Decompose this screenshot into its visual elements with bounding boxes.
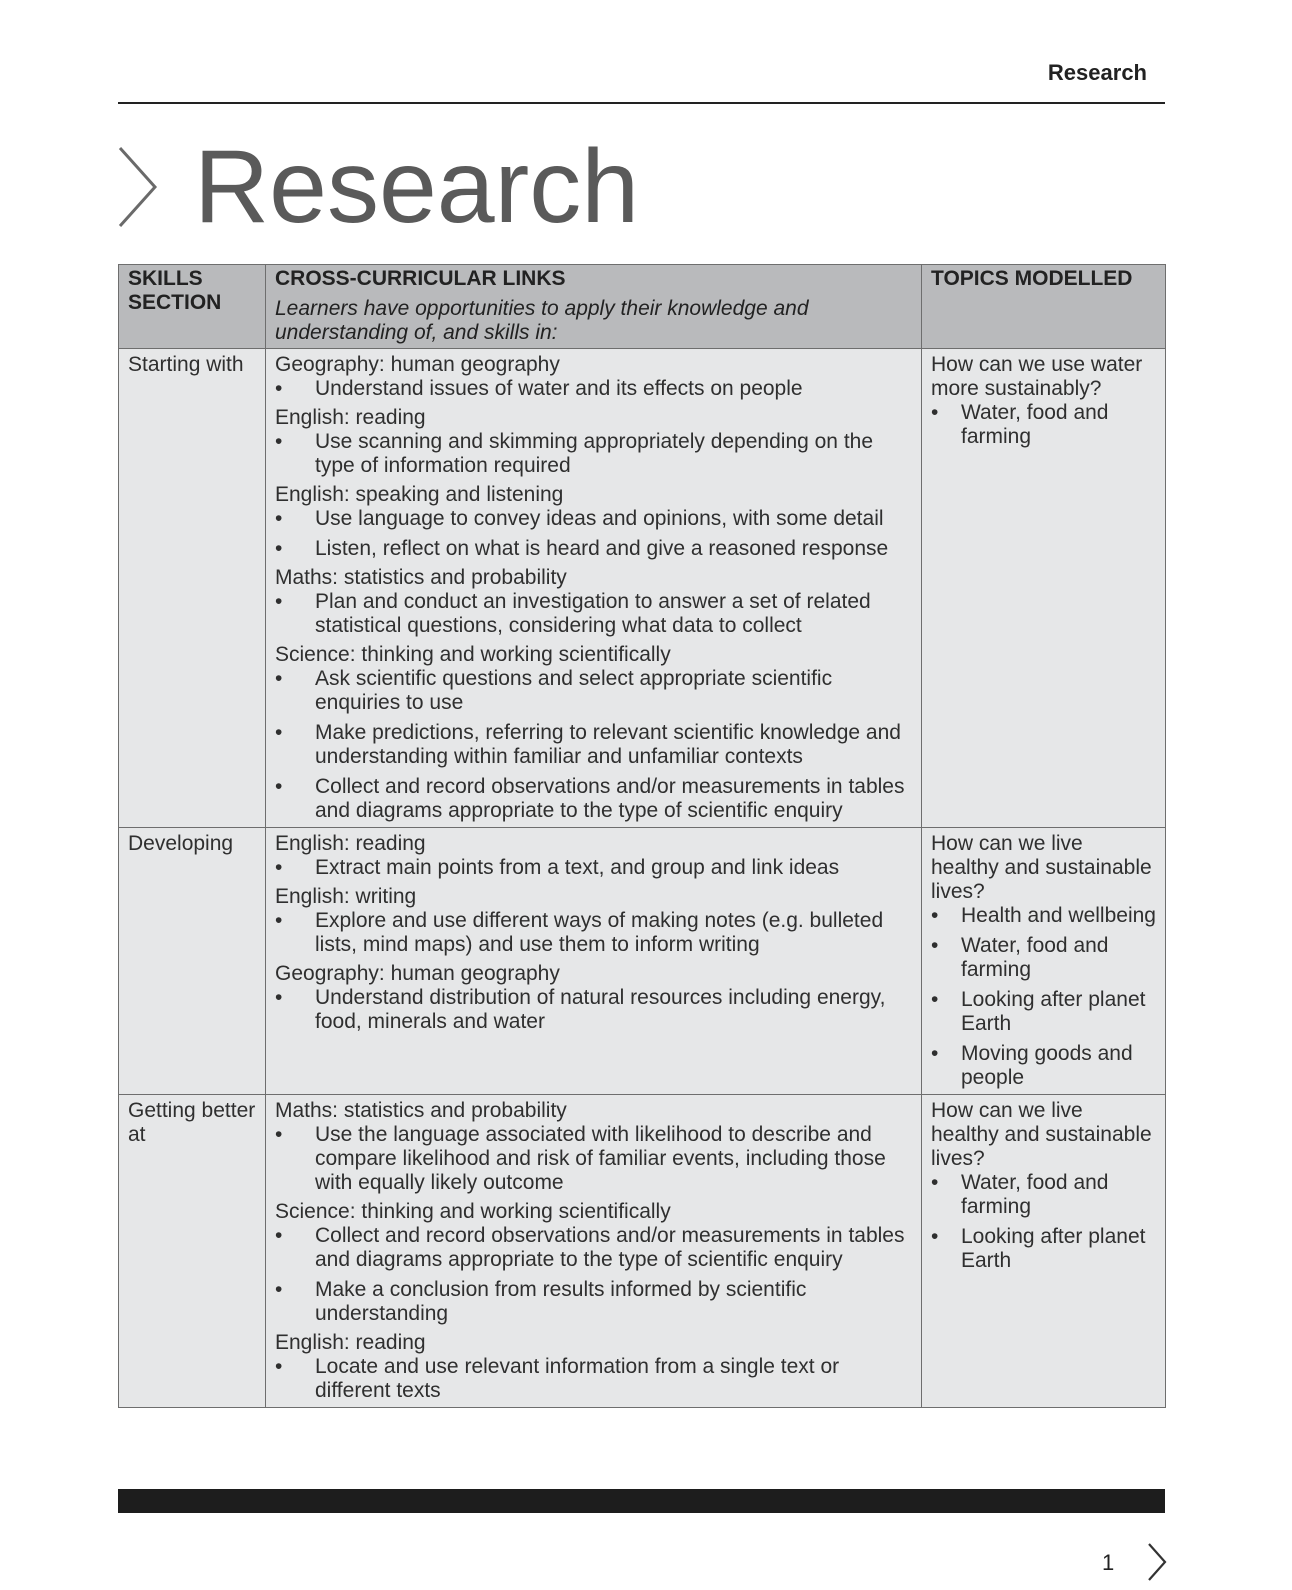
topic-list (931, 1171, 1156, 1273)
subject-label: English: reading (275, 1331, 426, 1354)
header-skills-section: SKILLS SECTION (119, 265, 266, 349)
skill-cell: Starting with (119, 349, 266, 828)
topic-question: How can we use water more sustainably? (931, 353, 1143, 400)
bullet-list (275, 909, 912, 957)
next-page-chevron-icon[interactable] (1147, 1542, 1167, 1582)
bullet-list (275, 430, 912, 478)
list-item: • Ask scientific questions and select appropriate scientific enquiries to use (275, 667, 912, 715)
subject-label: Geography: human geography (275, 962, 560, 985)
bullet-list (275, 1123, 912, 1195)
skill-cell: Developing (119, 828, 266, 1095)
list-item: • Explore and use different ways of making notes (e.g. bulleted lists, mind maps) and use them to inform writing (275, 909, 912, 957)
header-links-note: Learners have opportunities to apply their knowledge and understanding of, and skills in: (275, 297, 809, 344)
subject-label: Geography: human geography (275, 353, 560, 376)
table-row (119, 828, 1166, 1095)
list-item: • Collect and record observations and/or measurements in tables and diagrams appropriate to the type of scientific enquiry (275, 1224, 912, 1272)
topic-item: • Water, food and farming (931, 1171, 1156, 1219)
subject-label: English: speaking and listening (275, 483, 564, 506)
topics-cell (922, 349, 1166, 828)
bullet-list (275, 856, 912, 880)
list-item: • Understand issues of water and its effects on people (275, 377, 912, 401)
topic-item: • Health and wellbeing (931, 904, 1156, 928)
header-rule (118, 102, 1165, 104)
list-item: • Use scanning and skimming appropriately depending on the type of information required (275, 430, 912, 478)
subject-label: English: writing (275, 885, 417, 908)
list-item: • Extract main points from a text, and group and link ideas (275, 856, 912, 880)
list-item: • Plan and conduct an investigation to answer a set of related statistical questions, considering what data to collect (275, 590, 912, 638)
skill-cell: Getting better at (119, 1095, 266, 1408)
title-block (118, 129, 640, 245)
bullet-list (275, 986, 912, 1034)
topic-item: • Moving goods and people (931, 1042, 1156, 1090)
links-cell (266, 349, 922, 828)
topic-question: How can we live healthy and sustainable lives? (931, 1099, 1152, 1170)
topic-item: • Looking after planet Earth (931, 988, 1156, 1036)
subject-label: Science: thinking and working scientifically (275, 1200, 671, 1223)
subject-label: Maths: statistics and probability (275, 566, 567, 589)
topics-cell (922, 828, 1166, 1095)
topic-item: • Water, food and farming (931, 934, 1156, 982)
topic-list (931, 904, 1156, 1090)
skills-table (118, 264, 1166, 1408)
topic-question: How can we live healthy and sustainable lives? (931, 832, 1152, 903)
subject-label: Maths: statistics and probability (275, 1099, 567, 1122)
bullet-list (275, 507, 912, 561)
page-number: 1 (1102, 1550, 1115, 1575)
footer-bar (118, 1489, 1165, 1513)
links-cell (266, 1095, 922, 1408)
bullet-list (275, 590, 912, 638)
subject-label: English: reading (275, 406, 426, 429)
page-title: Research (194, 129, 640, 245)
header-cross-curricular-links (266, 265, 922, 349)
list-item: • Understand distribution of natural resources including energy, food, minerals and water (275, 986, 912, 1034)
list-item: • Locate and use relevant information from a single text or different texts (275, 1355, 912, 1403)
table-row (119, 1095, 1166, 1408)
links-cell (266, 828, 922, 1095)
chevron-right-icon (118, 146, 158, 228)
list-item: • Collect and record observations and/or measurements in tables and diagrams appropriate to the type of scientific enquiry (275, 775, 912, 823)
subject-label: English: reading (275, 832, 426, 855)
running-header: Research (1047, 60, 1147, 85)
header-links-title: CROSS-CURRICULAR LINKS (275, 267, 566, 290)
topic-item: • Water, food and farming (931, 401, 1156, 449)
topic-item: • Looking after planet Earth (931, 1225, 1156, 1273)
list-item: • Make predictions, referring to relevant scientific knowledge and understanding within familiar and unfamiliar contexts (275, 721, 912, 769)
list-item: • Use language to convey ideas and opinions, with some detail (275, 507, 912, 531)
header-topics-modelled: TOPICS MODELLED (922, 265, 1166, 349)
bullet-list (275, 1355, 912, 1403)
subject-label: Science: thinking and working scientifically (275, 643, 671, 666)
bullet-list (275, 1224, 912, 1326)
list-item: • Make a conclusion from results informed by scientific understanding (275, 1278, 912, 1326)
topic-list (931, 401, 1156, 449)
bullet-list (275, 667, 912, 823)
table-header-row (119, 265, 1166, 349)
list-item: • Use the language associated with likelihood to describe and compare likelihood and risk of familiar events, including those with equally likely outcome (275, 1123, 912, 1195)
table-row (119, 349, 1166, 828)
topics-cell (922, 1095, 1166, 1408)
list-item: • Listen, reflect on what is heard and give a reasoned response (275, 537, 912, 561)
bullet-list (275, 377, 912, 401)
